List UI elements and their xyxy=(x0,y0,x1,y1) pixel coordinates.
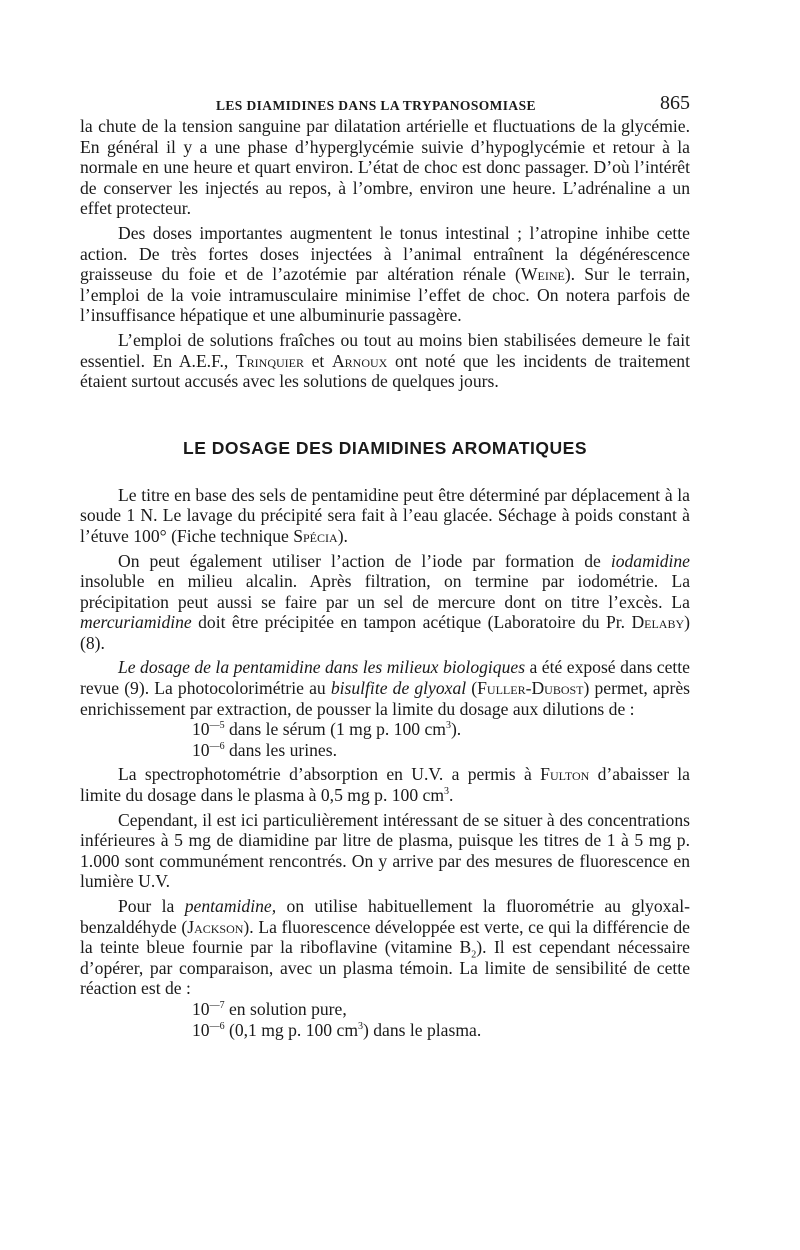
section-heading: LE DOSAGE DES DIAMIDINES AROMATIQUES xyxy=(183,437,587,458)
italic-term: iodamidine xyxy=(610,550,690,571)
italic-term: bisulfite de glyoxal xyxy=(330,678,467,699)
italic-term: pentamidine, xyxy=(184,896,277,916)
paragraph: la chute de la tension sanguine par dilatation artérielle et fluctuations de la glycémie. En général il y a une phase d’hyperglycémie suivie d’hypoglycémie et retour à la normale en une heure et quart environ. L’état de choc est donc passager. D’où l’intérêt de conserver les injectés au repos, à l’ombre, environ une heure. L’adrénaline a un effet protecteur. xyxy=(80,116,690,219)
page xyxy=(80,88,690,1040)
formula-line: $10^{—6}$ (0,1 mg p. 100 $cm^3$) dans le plasma. xyxy=(192,1019,482,1040)
paragraph: On peut également utiliser l’action de l’iode par formation de iodamidine insoluble en milieu alcalin. Après filtration, on termine par iodométrie. La précipitation peut aussi se faire par un sel de mercure dont on titre l’excès. La mercuriamidine doit être précipitée en tampon acétique (Laboratoire du Pr. Delaby) (8). xyxy=(80,550,690,653)
author-name: Jackson xyxy=(187,916,244,937)
author-name: Fulton xyxy=(540,764,590,785)
running-title: LES DIAMIDINES DANS LA TRYPANOSOMIASE xyxy=(216,98,536,113)
author-name: Trinquier xyxy=(235,350,304,371)
paragraph: Cependant, il est ici particulièrement intéressant de se situer à des concentrations inférieures à 5 mg de diamidine par litre de plasma, puisque les titres de 1 à 5 mg p. 1.000 sont communément rencontrés. On y arrive par des mesures de fluorescence en lumière U.V. xyxy=(80,809,690,892)
italic-term: mercuriamidine xyxy=(80,612,192,633)
paragraph: La spectrophotométrie d’absorption en U.V. a permis à Fulton d’abaisser la limite du dosage dans le plasma à 0,5 mg p. 100 $cm^3$. xyxy=(80,764,690,806)
formula-line: $10^{—6}$ dans les urines. xyxy=(192,739,337,760)
page-number: 865 xyxy=(660,92,690,114)
formula-line: $10^{—5}$ dans le sérum (1 mg p. 100 $cm^3$). xyxy=(192,719,462,740)
paragraph: Des doses importantes augmentent le tonus intestinal ; l’atropine inhibe cette action. De très fortes doses injectées à l’animal entraînent la dégénérescence graisseuse du foie et de l’azotémie par altération rénale (Weine). Sur le terrain, l’emploi de la voie intramusculaire minimise l’effet de choc. On notera parfois de l’insuffisance hépatique et une albuminurie passagère. xyxy=(80,222,690,326)
paragraph: Le dosage de la pentamidine dans les milieux biologiques a été exposé dans cette revue (9). La photocolorimétrie au bisulfite de glyoxal (Fuller-Dubost) permet, après enrichissement par extraction, de pousser la limite du dosage aux dilutions de : xyxy=(80,657,690,719)
italic-term: Le dosage de la pentamidine dans les milieux biologiques xyxy=(118,657,526,678)
author-name: Spécia xyxy=(293,525,338,546)
paragraph: Le titre en base des sels de pentamidine peut être déterminé par déplacement à la soude 1 N. Le lavage du précipité sera fait à l’eau glacée. Séchage à poids constant à l’étuve 100° (Fiche technique Spécia). xyxy=(80,484,690,546)
formula-line: $10^{—7}$ en solution pure, xyxy=(192,998,347,1019)
running-header xyxy=(80,88,690,116)
author-name: Arnoux xyxy=(331,350,388,371)
author-name: Fuller-Dubost xyxy=(477,678,584,699)
paragraph: L’emploi de solutions fraîches ou tout au moins bien stabilisées demeure le fait essentiel. En A.E.F., Trinquier et Arnoux ont noté que les incidents de traitement étaient surtout accusés avec les solutions de quelques jours. xyxy=(80,329,690,392)
paragraph: Pour la pentamidine, on utilise habituellement la fluorométrie au glyoxal-benzaldéhyde (Jackson). La fluorescence développée est verte, ce qui la différencie de la teinte bleue fournie par la riboflavine (vitamine $B_2$). Il est cependant nécessaire d’opérer, par comparaison, avec un plasma témoin. La limite de sensibilité de cette réaction est de : xyxy=(80,896,690,999)
author-name: Weine xyxy=(520,264,565,285)
author-name: Delaby xyxy=(631,612,685,633)
